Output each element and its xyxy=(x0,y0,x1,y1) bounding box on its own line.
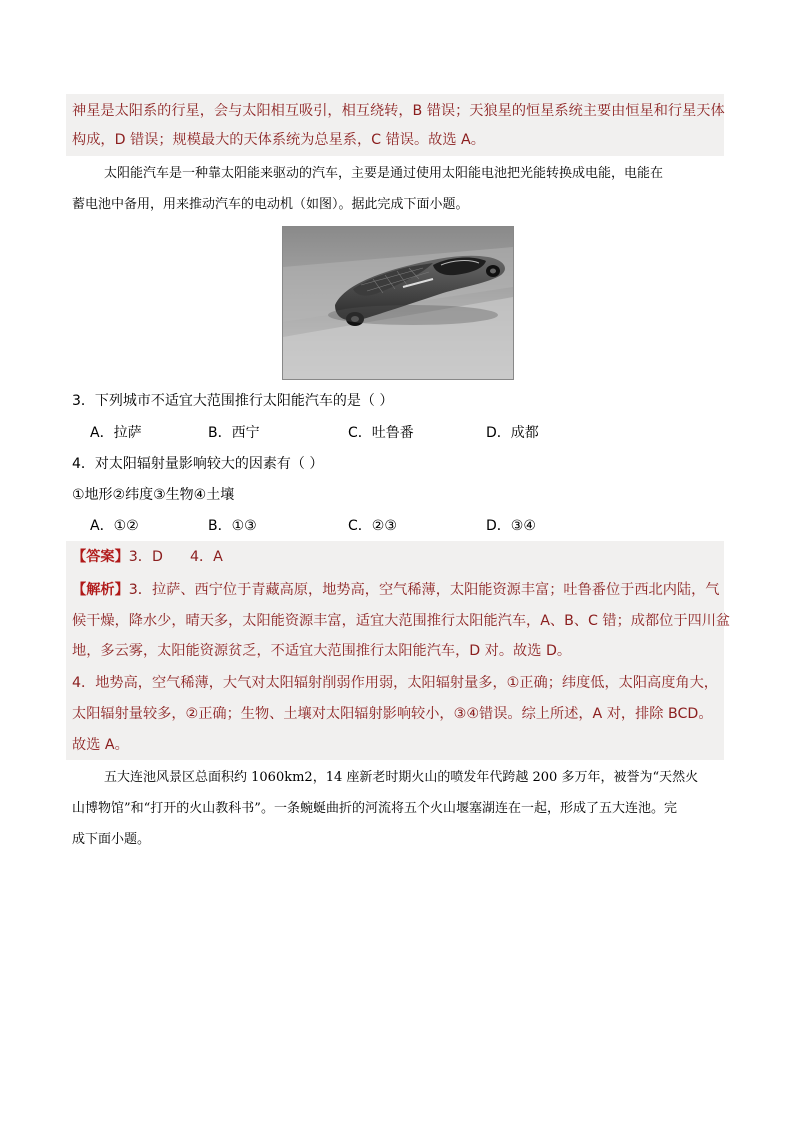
wudalianchi-intro-line-3: 成下面小题。 xyxy=(72,832,151,847)
wudalianchi-intro-line-2: 山博物馆”和“打开的火山教科书”。一条蜿蜒曲折的河流将五个火山堰塞湖连在一起，形成了五大连池。完 xyxy=(72,801,677,816)
question-4-option-c: C．②③ xyxy=(348,518,397,534)
analysis-tag: 【解析】 xyxy=(72,582,129,598)
solar-car-intro-line-2: 蓄电池中备用，用来推动汽车的电动机（如图）。据此完成下面小题。 xyxy=(72,197,469,212)
analysis-line-3: 地，多云雾，太阳能资源贫乏，不适宜大范围推行太阳能汽车，D 对。故选 D。 xyxy=(72,643,572,659)
solar-car-photo xyxy=(282,226,514,380)
previous-analysis-line-2: 构成，D 错误；规模最大的天体系统为总星系，C 错误。故选 A。 xyxy=(72,132,485,148)
question-3-option-b: B．西宁 xyxy=(208,425,260,441)
previous-analysis-line-1: 神星是太阳系的行星，会与太阳相互吸引，相互绕转，B 错误；天狼星的恒星系统主要由恒星和行星天体 xyxy=(72,103,725,119)
analysis-text-1: 3．拉萨、西宁位于青藏高原，地势高，空气稀薄，太阳能资源丰富；吐鲁番位于西北内陆，气 xyxy=(128,582,720,598)
analysis-line-1 xyxy=(72,580,719,600)
answer-tag: 【答案】 xyxy=(72,549,129,565)
question-4-option-d: D．③④ xyxy=(486,518,536,534)
question-4-factors: ①地形②纬度③生物④土壤 xyxy=(72,487,235,503)
wudalianchi-intro-line-1: 五大连池风景区总面积约 1060km2，14 座新老时期火山的喷发年代跨越 200 多万年，被誉为“天然火 xyxy=(104,770,699,785)
solar-car-illustration xyxy=(283,227,513,379)
question-3-option-a: A．拉萨 xyxy=(90,425,142,441)
question-4-option-b: B．①③ xyxy=(208,518,257,534)
question-3-stem: 3．下列城市不适宜大范围推行太阳能汽车的是（ ） xyxy=(72,393,394,409)
analysis-line-4: 4．地势高，空气稀薄，大气对太阳辐射削弱作用弱，太阳辐射量多，①正确；纬度低，太阳高度角大， xyxy=(72,675,718,691)
analysis-line-5: 太阳辐射量较多，②正确；生物、土壤对太阳辐射影响较小，③④错误。综上所述，A 对，排除 BCD。 xyxy=(72,706,713,722)
question-4-stem: 4．对太阳辐射量影响较大的因素有（ ） xyxy=(72,456,324,472)
question-3-option-c: C．吐鲁番 xyxy=(348,425,414,441)
analysis-line-6: 故选 A。 xyxy=(72,737,129,753)
solar-car-intro-line-1: 太阳能汽车是一种靠太阳能来驱动的汽车，主要是通过使用太阳能电池把光能转换成电能，电能在 xyxy=(104,166,664,181)
analysis-line-2: 候干燥，降水少，晴天多，太阳能资源丰富，适宜大范围推行太阳能汽车，A、B、C 错；成都位于四川盆 xyxy=(72,613,731,629)
question-4-option-a: A．①② xyxy=(90,518,139,534)
answer-line xyxy=(72,547,223,567)
question-3-option-d: D．成都 xyxy=(486,425,539,441)
answer-text: 3．D 4．A xyxy=(128,549,223,565)
